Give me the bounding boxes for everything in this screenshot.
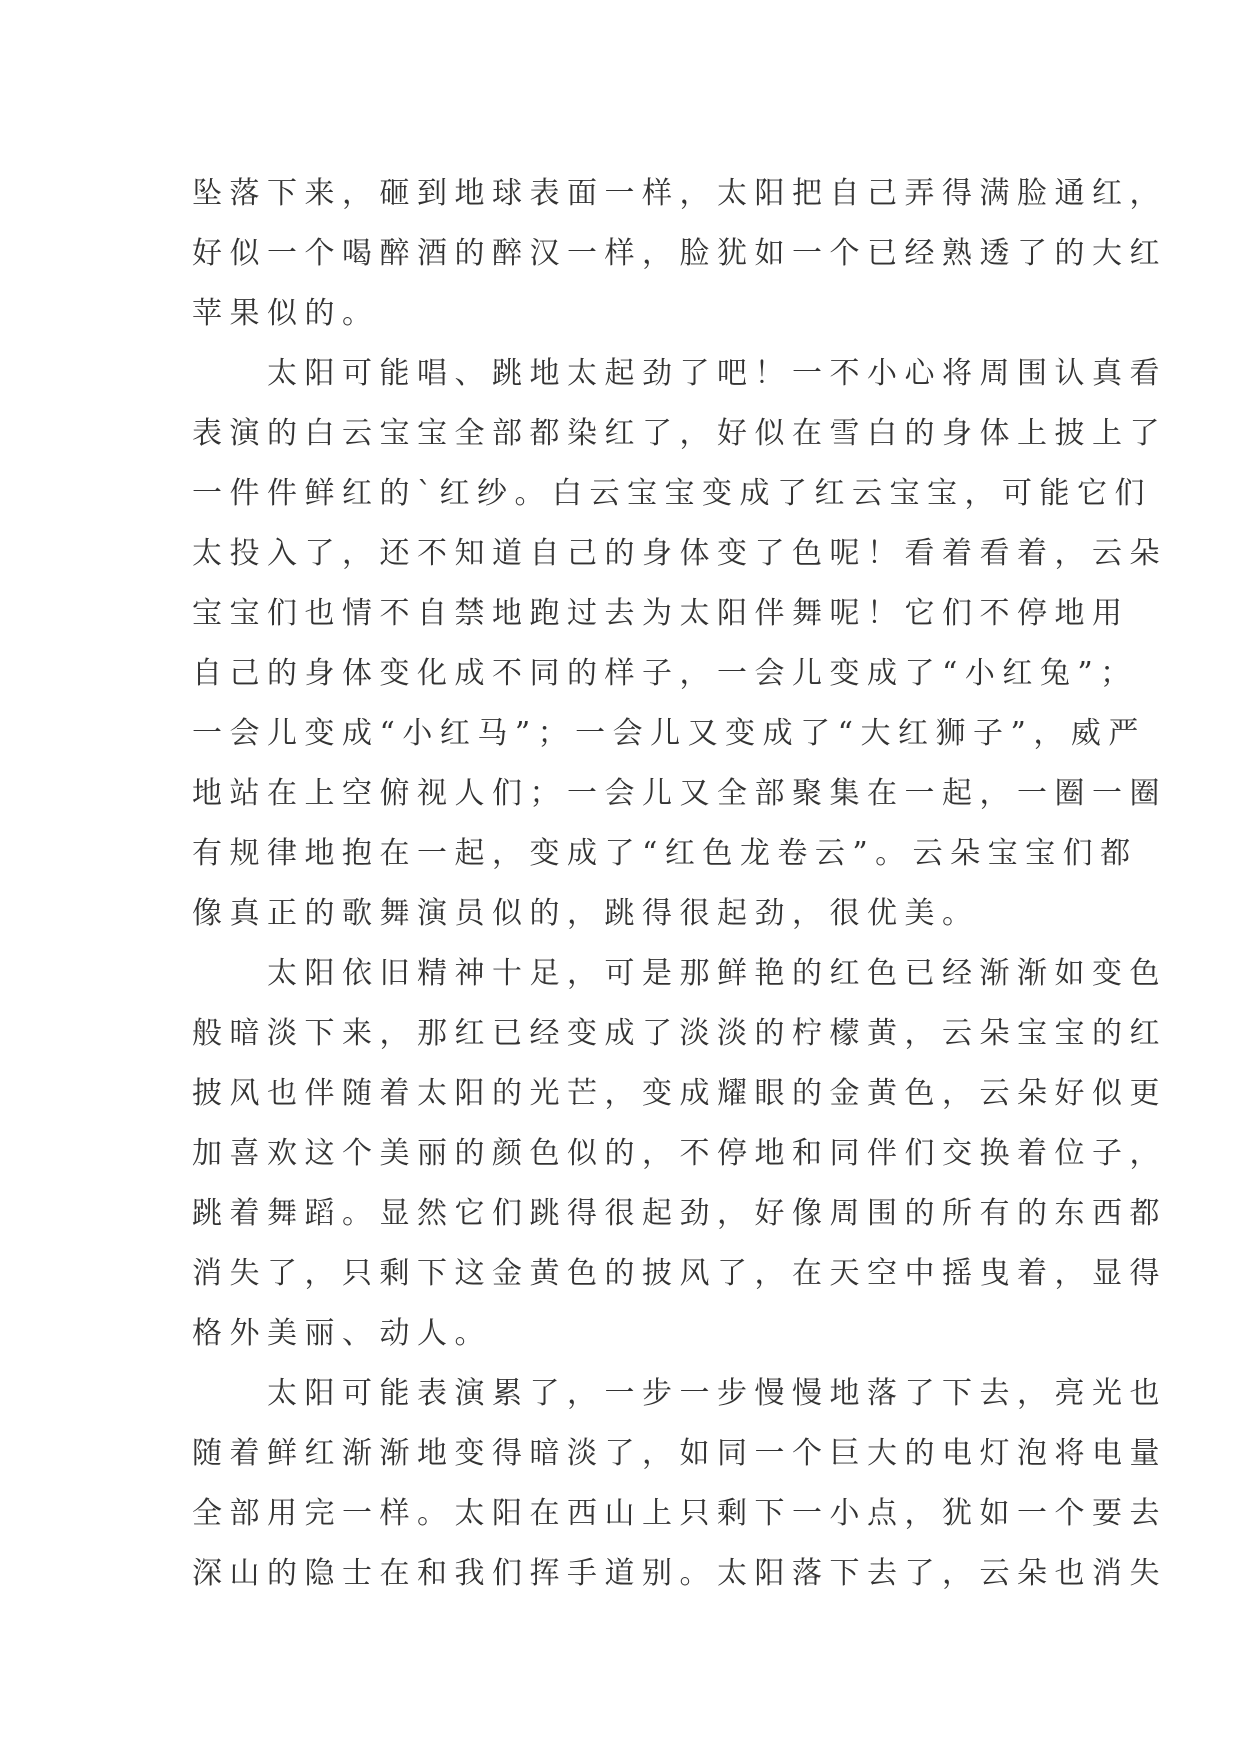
text-line: 加喜欢这个美丽的颜色似的，不停地和同伴们交换着位子， bbox=[192, 1136, 1167, 1171]
text-line: 表演的白云宝宝全部都染红了，好似在雪白的身体上披上了 bbox=[192, 416, 1167, 451]
text-line: 随着鲜红渐渐地变得暗淡了，如同一个巨大的电灯泡将电量 bbox=[192, 1436, 1167, 1471]
document-body bbox=[192, 164, 1167, 1604]
text-line: 宝宝们也情不自禁地跑过去为太阳伴舞呢！它们不停地用 bbox=[192, 596, 1130, 631]
text-line: 披风也伴随着太阳的光芒，变成耀眼的金黄色，云朵好似更 bbox=[192, 1076, 1167, 1111]
text-line: 深山的隐士在和我们挥手道别。太阳落下去了，云朵也消失 bbox=[192, 1556, 1167, 1591]
text-line: 坠落下来，砸到地球表面一样，太阳把自己弄得满脸通红， bbox=[192, 176, 1167, 211]
text-line: 太阳可能唱、跳地太起劲了吧！一不小心将周围认真看 bbox=[192, 356, 1167, 391]
text-line: 苹果似的。 bbox=[192, 296, 380, 331]
text-line: 地站在上空俯视人们；一会儿又全部聚集在一起，一圈一圈 bbox=[192, 776, 1167, 811]
text-line: 般暗淡下来，那红已经变成了淡淡的柠檬黄，云朵宝宝的红 bbox=[192, 1016, 1167, 1051]
text-line: 一件件鲜红的`红纱。白云宝宝变成了红云宝宝，可能它们 bbox=[192, 476, 1152, 511]
text-line: 太投入了，还不知道自己的身体变了色呢！看着看着，云朵 bbox=[192, 536, 1167, 571]
text-line: 一会儿变成“小红马”；一会儿又变成了“大红狮子”，威严 bbox=[192, 716, 1146, 751]
text-line: 好似一个喝醉酒的醉汉一样，脸犹如一个已经熟透了的大红 bbox=[192, 236, 1167, 271]
text-line: 跳着舞蹈。显然它们跳得很起劲，好像周围的所有的东西都 bbox=[192, 1196, 1167, 1231]
text-line: 格外美丽、动人。 bbox=[192, 1316, 492, 1351]
text-line: 太阳依旧精神十足，可是那鲜艳的红色已经渐渐如变色 bbox=[192, 956, 1167, 991]
text-line: 全部用完一样。太阳在西山上只剩下一小点，犹如一个要去 bbox=[192, 1496, 1167, 1531]
text-line: 消失了，只剩下这金黄色的披风了，在天空中摇曳着，显得 bbox=[192, 1256, 1167, 1291]
text-line: 有规律地抱在一起，变成了“红色龙卷云”。云朵宝宝们都 bbox=[192, 836, 1138, 871]
text-line: 太阳可能表演累了，一步一步慢慢地落了下去，亮光也 bbox=[192, 1376, 1167, 1411]
text-line: 自己的身体变化成不同的样子，一会儿变成了“小红兔”； bbox=[192, 656, 1138, 691]
text-line: 像真正的歌舞演员似的，跳得很起劲，很优美。 bbox=[192, 896, 980, 931]
